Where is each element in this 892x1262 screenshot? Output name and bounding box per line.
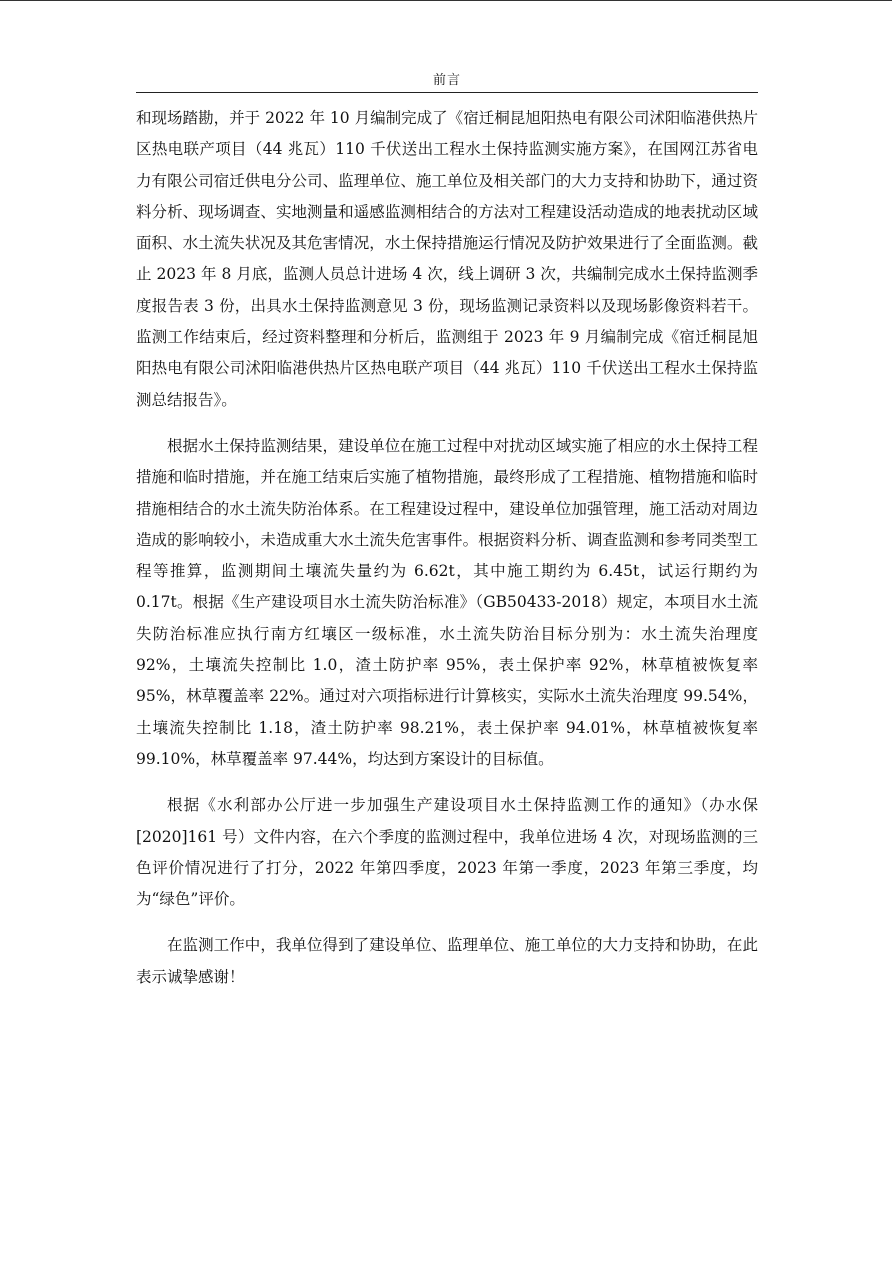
paragraph-acknowledgement: 在监测工作中，我单位得到了建设单位、监理单位、施工单位的大力支持和协助，在此表示诚挚感谢！ xyxy=(136,936,758,986)
header-rule xyxy=(136,92,758,93)
paragraph-three-color-evaluation: 根据《水利部办公厅进一步加强生产建设项目水土保持监测工作的通知》（办水保[2020]161 号）文件内容，在六个季度的监测过程中，我单位进场 4 次，对现场监测的三色评价情况进行了打分，2022 年第四季度，2023 年第一季度，2023 年第三季度，均为“绿色”评价。 xyxy=(136,796,758,909)
paragraph-monitoring-results: 根据水土保持监测结果，建设单位在施工过程中对扰动区域实施了相应的水土保持工程措施和临时措施，并在施工结束后实施了植物措施，最终形成了工程措施、植物措施和临时措施相结合的水土流失防治体系。在工程建设过程中，建设单位加强管理，施工活动对周边造成的影响较小，未造成重大水土流失危害事件。根据资料分析、调查监测和参考同类型工程等推算，监测期间土壤流失量约为 6.62t，其中施工期约为 6.45t，试运行期约为 0.17t。根据《生产建设项目水土流失防治标准》（GB50433-2018）规定，本项目水土流失防治标准应执行南方红壤区一级标准，水土流失防治目标分别为：水土流失治理度 92%，土壤流失控制比 1.0，渣土防护率 95%，表土保护率 92%，林草植被恢复率 95%，林草覆盖率 22%。通过对六项指标进行计算核实，实际水土流失治理度 99.54%，土壤流失控制比 1.18，渣土防护率 98.21%，表土保护率 94.01%，林草植被恢复率 99.10%，林草覆盖率 97.44%，均达到方案设计的目标值。 xyxy=(136,436,758,768)
document-body xyxy=(136,103,758,1008)
page-top-border xyxy=(0,0,892,1)
running-header: 前言 xyxy=(432,73,461,88)
paragraph-continuation: 和现场踏勘，并于 2022 年 10 月编制完成了《宿迁桐昆旭阳热电有限公司沭阳临港供热片区热电联产项目（44 兆瓦）110 千伏送出工程水土保持监测实施方案》，在国网江苏省电力有限公司宿迁供电分公司、监理单位、施工单位及相关部门的大力支持和协助下，通过资料分析、现场调查、实地测量和遥感监测相结合的方法对工程建设活动造成的地表扰动区域面积、水土流失状况及其危害情况，水土保持措施运行情况及防护效果进行了全面监测。截止 2023 年 8 月底，监测人员总计进场 4 次，线上调研 3 次，共编制完成水土保持监测季度报告表 3 份，出具水土保持监测意见 3 份，现场监测记录资料以及现场影像资料若干。监测工作结束后，经过资料整理和分析后，监测组于 2023 年 9 月编制完成《宿迁桐昆旭阳热电有限公司沭阳临港供热片区热电联产项目（44 兆瓦）110 千伏送出工程水土保持监测总结报告》。 xyxy=(136,109,758,409)
